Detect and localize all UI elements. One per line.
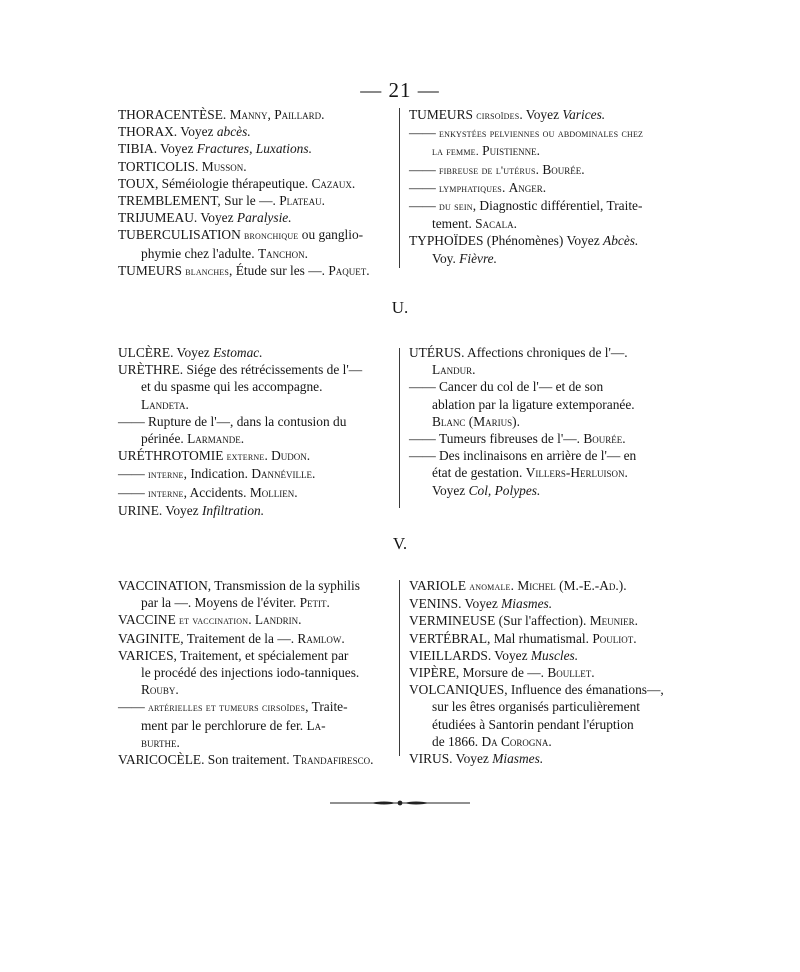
section-letter-u: U.	[391, 298, 409, 317]
dash-ditto: ——	[118, 413, 145, 429]
entry-author: Trandafiresco.	[292, 752, 374, 768]
entry-headword: URÈTHRE.	[118, 362, 184, 378]
entry-text: Rupture de l'—, dans la contusion du	[148, 413, 347, 429]
entry-continuation	[409, 361, 681, 378]
entry-headword: VACCINATION,	[118, 578, 212, 593]
entry-qualifier: cirsoïdes	[473, 108, 520, 122]
index-column-v-right	[409, 577, 681, 767]
index-entry	[409, 630, 681, 647]
entry-author: Anger.	[508, 179, 547, 195]
index-entry	[118, 209, 404, 226]
entry-continuation	[409, 698, 681, 715]
entry-headword: TUMEURS	[118, 262, 182, 278]
entry-text: (Phénomènes) Voyez	[483, 233, 604, 249]
dash-ditto: ——	[118, 466, 145, 482]
entry-headword: VERMINEUSE	[409, 613, 496, 629]
entry-headword: VERTÉBRAL,	[409, 630, 491, 646]
entry-text: état de gestation.	[432, 465, 526, 481]
entry-text: Traitement, et spécialement par	[176, 647, 349, 663]
entry-headword: TRIJUMEAU.	[118, 210, 198, 226]
entry-text: par la —. Moyens de l'éviter.	[141, 595, 300, 611]
entry-text: Voyez	[162, 502, 202, 518]
index-entry	[409, 179, 681, 197]
entry-headword: VIEILLARDS.	[409, 647, 492, 663]
entry-qualifier: fibreuse de l'utérus	[439, 162, 536, 177]
entry-headword: THORAX.	[118, 124, 178, 140]
entry-qualifier: bronchique	[240, 228, 299, 243]
entry-headword: VAGINITE,	[118, 630, 184, 646]
entry-author: Manny, Paillard.	[229, 107, 325, 122]
entry-headword: VOLCANIQUES,	[409, 682, 508, 698]
index-entry	[118, 577, 404, 611]
entry-author: Larmande.	[187, 431, 245, 447]
entry-continuation	[409, 142, 681, 160]
entry-author: Blanc (Marius).	[432, 413, 520, 429]
entry-text: Des inclinaisons en arrière de l'— en	[439, 448, 637, 464]
index-entry	[409, 681, 681, 750]
entry-qualifier: externe	[223, 449, 265, 464]
entry-text: .	[248, 612, 255, 628]
entry-author: Landur.	[432, 362, 476, 378]
entry-continuation	[409, 733, 681, 750]
entry-text: Affections chroniques de l'—.	[464, 345, 628, 360]
index-column-v-left	[118, 577, 404, 768]
entry-reference: Miasmes.	[492, 751, 544, 767]
entry-reference: Paralysie.	[236, 210, 292, 226]
entry-continuation	[409, 250, 681, 267]
index-entry	[409, 232, 681, 266]
entry-continuation	[409, 716, 681, 733]
entry-text: Voyez	[452, 751, 493, 767]
entry-qualifier: artérielles et tumeurs cirsoïdes	[148, 700, 306, 715]
index-entry	[118, 123, 404, 140]
entry-qualifier: la femme.	[432, 144, 483, 159]
entry-reference: Estomac.	[213, 345, 263, 360]
entry-text: (Sur l'affection).	[495, 613, 590, 629]
page-number: — 21 —	[360, 78, 440, 102]
entry-headword: ULCÈRE.	[118, 345, 174, 360]
entry-headword: VACCINE	[118, 612, 176, 628]
column-divider	[399, 348, 400, 508]
entry-text: Voyez	[177, 124, 217, 140]
entry-text: périnée.	[141, 431, 188, 447]
index-entry	[409, 124, 681, 160]
entry-headword: UTÉRUS.	[409, 345, 465, 360]
entry-text: .	[501, 179, 509, 195]
entry-author: Michel (M.-E.-Ad.).	[517, 578, 627, 593]
entry-continuation	[118, 681, 404, 698]
entry-continuation	[409, 482, 681, 499]
entry-continuation	[118, 245, 404, 262]
entry-text: Voyez	[173, 345, 214, 360]
index-column-t-left	[118, 106, 404, 280]
entry-author: Landrin.	[254, 612, 302, 628]
entry-continuation	[409, 396, 681, 413]
entry-text: ment par le perchlorure de fer.	[141, 717, 307, 733]
entry-reference: Col, Polypes.	[468, 482, 541, 498]
entry-text: Mal rhumatismal.	[490, 630, 593, 646]
entry-continuation	[409, 215, 681, 232]
entry-headword: VARICES,	[118, 647, 177, 663]
entry-text: . Voyez	[519, 107, 563, 122]
entry-text: de 1866.	[432, 733, 482, 749]
dash-ditto: ——	[409, 448, 436, 464]
index-entry	[118, 611, 404, 629]
entry-text: Influence des émanations—,	[507, 682, 664, 698]
dash-ditto: ——	[118, 699, 145, 715]
entry-text: , Traite-	[305, 699, 348, 715]
index-entry	[118, 751, 404, 768]
entry-author: Ramlow.	[297, 630, 345, 646]
entry-headword: TUMEURS	[409, 107, 473, 122]
index-entry	[409, 344, 681, 378]
entry-text: phymie chez l'adulte.	[141, 245, 258, 261]
index-entry	[409, 577, 681, 595]
column-divider	[399, 580, 400, 756]
entry-headword: VIPÈRE,	[409, 665, 460, 681]
index-entry	[118, 447, 404, 465]
entry-reference: Fractures, Luxations.	[196, 141, 312, 157]
entry-continuation	[118, 378, 404, 395]
entry-text: Morsure de —.	[459, 665, 548, 681]
entry-text: sur les êtres organisés particulièrement	[432, 699, 640, 715]
entry-reference: Infiltration.	[201, 502, 265, 518]
index-entry	[409, 161, 681, 179]
entry-author: Sacala.	[475, 216, 517, 232]
entry-text: Voyez	[157, 141, 197, 157]
entry-text: Séméiologie thérapeutique.	[158, 175, 312, 191]
index-entry	[118, 630, 404, 647]
index-entry	[118, 484, 404, 502]
entry-text: ablation par la ligature extemporanée.	[432, 396, 635, 412]
entry-qualifier: interne	[148, 467, 184, 482]
dash-ditto: ——	[409, 431, 436, 447]
dash-ditto: ——	[118, 484, 145, 500]
entry-text: le procédé des injections iodo-tanniques.	[141, 665, 360, 681]
index-entry	[118, 175, 404, 192]
entry-qualifier: anomale	[466, 579, 511, 593]
dash-ditto: ——	[409, 379, 436, 395]
entry-text: Voy.	[432, 250, 460, 266]
entry-text: , Diagnostic différentiel, Traite-	[472, 198, 643, 214]
entry-text: Tumeurs fibreuses de l'—.	[439, 431, 584, 447]
index-entry	[409, 447, 681, 499]
entry-headword: VIRUS.	[409, 751, 453, 767]
index-column-u-right	[409, 344, 681, 499]
entry-qualifier: enkystées pelviennes ou abdominales chez	[439, 126, 644, 141]
entry-text: Traitement de la —.	[183, 630, 298, 646]
entry-qualifier: blanches	[182, 263, 230, 278]
dash-ditto: ——	[409, 125, 436, 141]
entry-text: Voyez	[491, 647, 531, 663]
entry-text: ou ganglio-	[298, 227, 364, 243]
entry-text: .	[510, 578, 518, 593]
entry-text: , Accidents.	[183, 484, 250, 500]
entry-text: .	[535, 161, 543, 177]
entry-author: Petit.	[299, 595, 330, 611]
entry-reference: Fièvre.	[459, 250, 497, 266]
entry-author: Pouliot.	[592, 630, 637, 646]
entry-author: Bourée.	[542, 161, 585, 177]
entry-continuation	[118, 734, 404, 751]
index-entry	[118, 647, 404, 699]
entry-headword: VARICOCÈLE.	[118, 752, 205, 768]
entry-text: .	[264, 448, 272, 464]
entry-author: Villers-Herluison.	[525, 465, 628, 481]
entry-qualifier: et vaccination	[175, 613, 249, 628]
index-entry	[409, 430, 681, 447]
entry-author: La-	[306, 717, 326, 733]
index-entry	[118, 502, 404, 519]
entry-author: Dudon.	[271, 448, 311, 464]
index-entry	[118, 413, 404, 447]
entry-reference: Muscles.	[530, 647, 579, 663]
entry-text: étudiées à Santorin pendant l'éruption	[432, 716, 634, 732]
entry-continuation	[118, 430, 404, 447]
entry-headword: TYPHOÏDES	[409, 233, 484, 249]
entry-text: Siége des rétrécissements de l'—	[183, 362, 363, 378]
entry-headword: VARIOLE	[409, 578, 467, 593]
entry-text: Sur le —.	[220, 193, 280, 209]
entry-author: Paquet.	[328, 262, 370, 278]
entry-author: Meunier.	[589, 613, 638, 629]
entry-headword: TIBIA.	[118, 141, 158, 157]
entry-continuation	[409, 413, 681, 430]
entry-author: Mollien.	[249, 484, 298, 500]
index-entry	[118, 361, 404, 413]
dash-ditto: ——	[409, 198, 436, 214]
index-entry	[118, 698, 404, 751]
index-entry	[409, 612, 681, 629]
index-entry	[409, 750, 681, 767]
entry-author: Puistienne.	[482, 143, 540, 159]
index-column-u-left	[118, 344, 404, 519]
entry-author: Rouby.	[141, 682, 179, 698]
entry-continuation	[118, 664, 404, 681]
index-entry	[118, 262, 404, 280]
closing-ornament	[330, 800, 470, 806]
entry-author: Bourée.	[583, 431, 626, 447]
entry-headword: URINE.	[118, 502, 163, 518]
index-entry	[118, 158, 404, 175]
entry-headword: TORTICOLIS.	[118, 158, 199, 174]
index-entry	[118, 465, 404, 483]
entry-author: Cazaux.	[311, 175, 356, 191]
entry-author: Tanchon.	[257, 245, 308, 261]
section-letter-v: V.	[392, 534, 408, 553]
entry-continuation	[409, 464, 681, 481]
entry-headword: TUBERCULISATION	[118, 227, 241, 243]
entry-text: Son traitement.	[204, 752, 293, 768]
entry-author: burthe.	[141, 734, 180, 750]
entry-text: tement.	[432, 216, 476, 232]
entry-qualifier: du sein	[439, 199, 473, 214]
index-entry	[118, 226, 404, 261]
index-entry	[409, 197, 681, 232]
entry-text: , Étude sur les —.	[229, 262, 329, 278]
entry-text: Voyez	[461, 596, 502, 612]
entry-headword: THORACENTÈSE.	[118, 107, 227, 122]
entry-reference: Varices.	[562, 107, 606, 122]
entry-continuation	[118, 594, 404, 611]
index-entry	[118, 140, 404, 157]
index-entry	[409, 647, 681, 664]
entry-text: Transmission de la syphilis	[211, 578, 360, 593]
entry-qualifier: lymphatiques	[439, 180, 502, 195]
entry-author: Landeta.	[141, 396, 189, 412]
entry-qualifier: interne	[148, 485, 184, 500]
entry-headword: URÉTHROTOMIE	[118, 448, 224, 464]
index-entry	[118, 106, 404, 123]
index-entry	[409, 106, 681, 124]
entry-text: Voyez	[197, 210, 237, 226]
entry-text: Cancer du col de l'— et de son	[439, 379, 604, 395]
entry-text: , Indication.	[183, 466, 252, 482]
entry-author: Musson.	[201, 158, 247, 174]
entry-reference: Abcès.	[603, 233, 639, 249]
entry-reference: abcès.	[216, 124, 251, 140]
entry-continuation	[118, 717, 404, 734]
entry-headword: TOUX,	[118, 175, 159, 191]
index-column-t-right	[409, 106, 681, 267]
index-entry	[409, 378, 681, 430]
dash-ditto: ——	[409, 161, 436, 177]
index-entry	[409, 595, 681, 612]
entry-author: Boullet.	[547, 665, 595, 681]
entry-author: Dannéville.	[251, 466, 316, 482]
index-entry	[409, 664, 681, 681]
entry-text: Voyez	[432, 482, 469, 498]
entry-reference: Miasmes.	[501, 596, 553, 612]
entry-text: et du spasme qui les accompagne.	[141, 379, 323, 395]
index-entry	[118, 344, 404, 361]
entry-author: Da Corogna.	[481, 733, 552, 749]
entry-continuation	[118, 396, 404, 413]
column-divider	[399, 108, 400, 268]
index-entry	[118, 192, 404, 209]
entry-headword: TREMBLEMENT,	[118, 193, 221, 209]
entry-headword: VENINS.	[409, 596, 462, 612]
entry-author: Plateau.	[279, 193, 325, 209]
dash-ditto: ——	[409, 179, 436, 195]
